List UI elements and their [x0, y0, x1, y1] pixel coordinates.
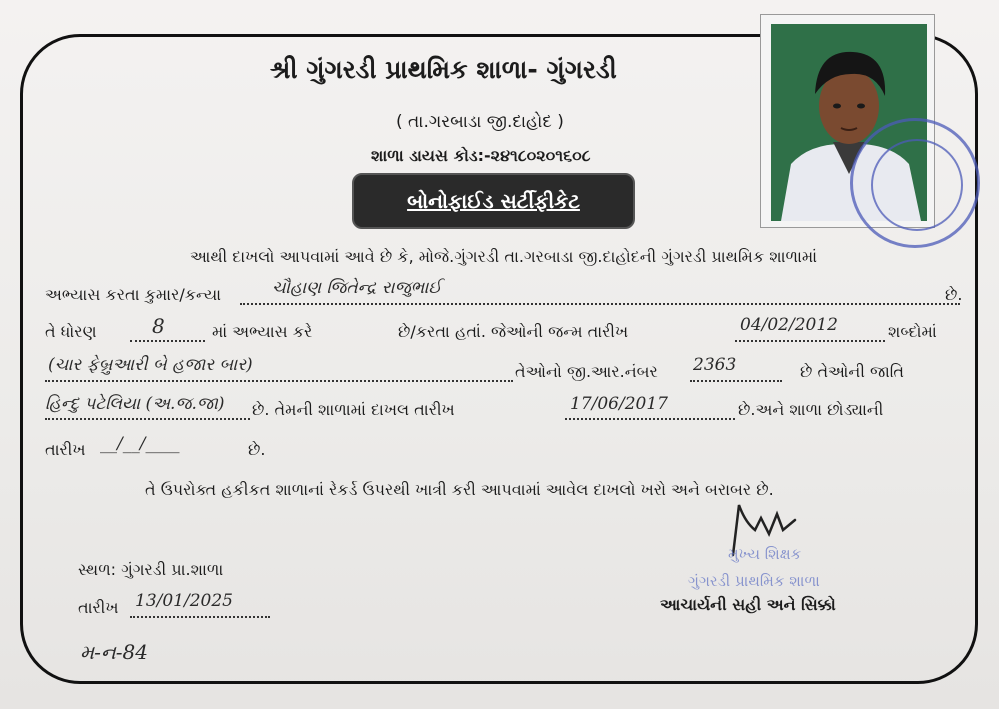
- dob-in-words: (ચાર ફેબ્રુઆરી બે હજાર બાર): [48, 355, 253, 375]
- leaving-date-label: તારીખ: [45, 440, 86, 459]
- admission-date-label: છે. તેમની શાળામાં દાખલ તારીખ: [252, 400, 455, 419]
- studying-label: અભ્યાસ કરતા કુમાર/કન્યા: [45, 285, 222, 304]
- taluka-district: ( તા.ગરબાડા જી.દાહોદ ): [396, 112, 564, 132]
- reference-number: મ-ન-84: [80, 640, 148, 664]
- date-label: તારીખ: [78, 598, 119, 617]
- admission-date-line: [565, 418, 735, 420]
- leaving-date: __/__/____: [100, 434, 180, 454]
- certificate-title: બોનોફાઈડ સર્ટીફીકેટ: [407, 189, 580, 213]
- declaration: તે ઉપરોક્ત હકીકત શાળાનાં રેકર્ડ ઉપરથી ખાત્રી કરી આપવામાં આવેલ દાખલો ખરો અને બરાબર છે.: [145, 480, 774, 499]
- date-value: 13/01/2025: [135, 591, 233, 611]
- standard-line: [130, 340, 205, 342]
- gr-number-label: તેઓનો જી.આર.નંબર: [515, 362, 658, 381]
- leaving-text: છે.અને શાળા છોડ્યાની: [738, 400, 884, 419]
- gr-number-line: [690, 380, 782, 382]
- admission-date: 17/06/2017: [570, 394, 668, 414]
- standard-label: તે ધોરણ: [45, 322, 97, 341]
- dob-line: [735, 340, 885, 342]
- body-line-1: આથી દાખલો આપવામાં આવે છે કે, મોજે.ગુંગરડી તા.ગરબાડા જી.દાહોદની ગુંગરડી પ્રાથમિક શાળામાં: [190, 247, 818, 266]
- signature-label: આચાર્યની સહી અને સિક્કો: [660, 595, 836, 614]
- date-line: [130, 616, 270, 618]
- school-name: શ્રી ગુંગરડી પ્રાથમિક શાળા- ગુંગરડી: [270, 55, 617, 84]
- studying-text: માં અભ્યાસ કરે: [212, 322, 313, 341]
- in-words-label: શબ્દોમાં: [888, 322, 937, 341]
- stamp-designation: મુખ્ય શિક્ષક: [728, 545, 802, 563]
- standard-value: 8: [152, 314, 165, 338]
- line2-suffix: છે.: [945, 285, 963, 304]
- caste-label: છે તેઓની જાતિ: [800, 362, 904, 381]
- certificate-title-badge: [352, 173, 635, 229]
- stamp-school: ગુંગરડી પ્રાથમિક શાળા: [688, 572, 820, 590]
- student-name: ચૌહાણ જિતેન્દ્ર રાજુભાઈ: [272, 278, 442, 298]
- student-name-line: [240, 303, 960, 305]
- caste-value: હિન્દુ પટેલિયા (અ.જ.જા): [45, 394, 225, 414]
- caste-line: [45, 418, 250, 420]
- dob-words-line: [45, 380, 513, 382]
- school-round-stamp: [850, 118, 980, 248]
- place: સ્થળ: ગુંગરડી પ્રા.શાળા: [78, 560, 224, 579]
- dob-value: 04/02/2012: [740, 315, 838, 335]
- dob-label: છે/કરતા હતાં. જેઓની જન્મ તારીખ: [398, 322, 629, 341]
- gr-number: 2363: [693, 355, 737, 375]
- dise-code: શાળા ડાયસ કોડ:-૨૪૧૮૦૨૦૧૬૦૮: [371, 146, 591, 165]
- leaving-date-suffix: છે.: [248, 440, 266, 459]
